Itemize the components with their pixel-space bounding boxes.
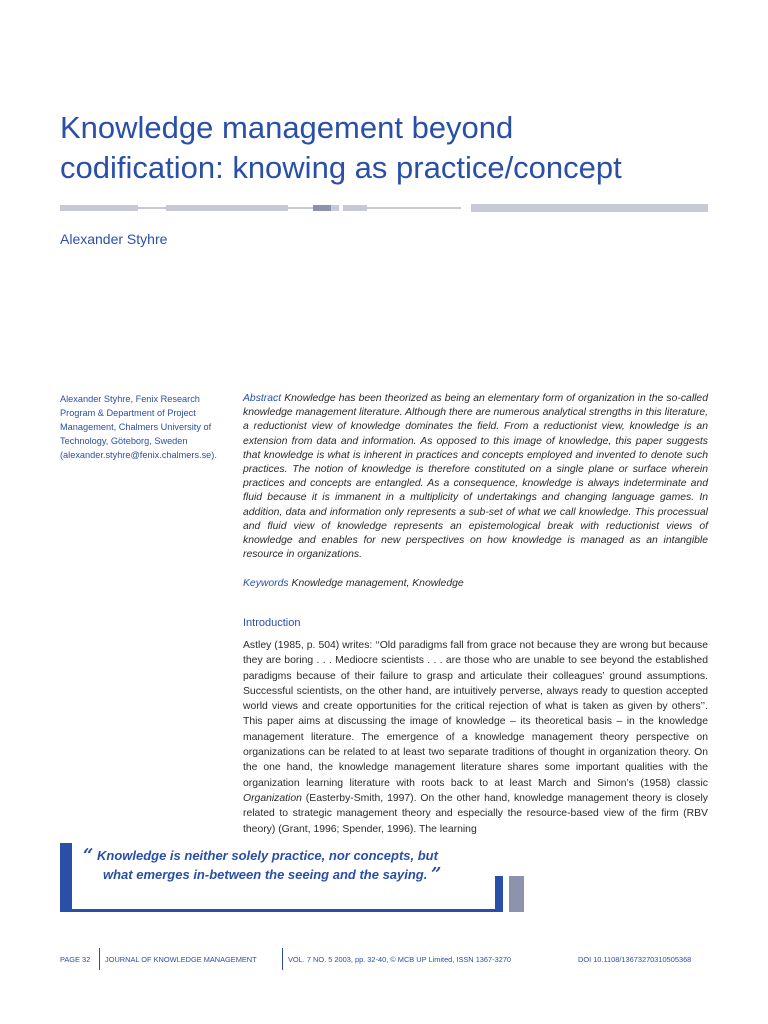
title-line-1: Knowledge management beyond <box>60 110 514 145</box>
pull-quote-accent-block <box>509 876 524 912</box>
pull-quote-line-2: what emerges in-between the seeing and the saying. ” <box>103 864 442 885</box>
abstract <box>243 392 708 562</box>
footer-volume-info: VOL. 7 NO. 5 2003, pp. 32-40, © MCB UP Limited, ISSN 1367-3270 <box>288 955 512 964</box>
introduction-body <box>243 638 708 837</box>
close-quote-mark: ” <box>430 864 442 885</box>
abstract-text: Knowledge has been theorized as being an elementary form of organization in the so-called knowledge management literature. Although there are numerous analytical strengths in this literature, a reductionist view of knowledge dominates the field. From a reductionist view, knowledge is an extension from data and information. As opposed to this image of knowledge, this paper suggests that knowledge is what is inherent in practices and concepts employed and invented to denote such practices. The notion of knowledge is therefore constituted on a single plane or surface wherein practices and concepts are entangled. As a consequence, knowledge is always indeterminate and fluid because it is immanent in a multiplicity of undertakings and changing language games. In addition, data and information only represents a sub-set of what we call knowledge. This processual and fluid view of knowledge represents an epistemological break with reductionist views of knowledge and enables for new perspectives on how knowledge is managed as an intangible resource in organizations. <box>243 393 708 561</box>
footer-doi: DOI 10.1108/13673270310505368 <box>578 955 692 964</box>
footer-divider <box>99 948 100 970</box>
keywords-label: Keywords <box>243 578 289 589</box>
open-quote-mark: “ <box>83 845 94 866</box>
section-heading-introduction: Introduction <box>243 617 301 629</box>
keywords-text: Knowledge management, Knowledge <box>291 578 464 589</box>
footer-page-number: PAGE 32 <box>60 955 91 964</box>
page-footer <box>60 948 710 970</box>
author-affiliation: Alexander Styhre, Fenix Research Program & Department of Project Management, Chalmers University of Technology, Göteborg, Sweden (alexander.styhre@fenix.chalmers.se). <box>60 394 217 460</box>
title-line-2: codification: knowing as practice/concept <box>60 150 622 185</box>
intro-text-2: (Easterby-Smith, 1997). On the other hand, knowledge management theory is closely related to strategic management theory and especially the resource-based view of the firm (RBV theory) (Grant, 1996; Spender, 1996). The learning <box>243 792 708 835</box>
pull-quote-line-1: “ Knowledge is neither solely practice, nor concepts, but <box>83 845 438 866</box>
pull-quote <box>83 846 503 884</box>
author-name: Alexander Styhre <box>60 231 168 247</box>
footer-divider <box>282 948 283 970</box>
keywords <box>243 578 464 589</box>
abstract-label: Abstract <box>243 393 282 404</box>
intro-italic-organization: Organization <box>243 792 302 804</box>
article-title <box>60 108 720 188</box>
footer-journal-name: JOURNAL OF KNOWLEDGE MANAGEMENT <box>105 955 257 964</box>
intro-text-1: Astley (1985, p. 504) writes: ‘‘Old paradigms fall from grace not because they are wrong but because they are boring . . . Mediocre scientists . . . are those who are unable to see beyond the established paradigms because of their failure to grasp and articulate their colleagues’ ground assumptions. Successful scientists, on the other hand, are intuitively perverse, always ready to question accepted world views and create opportunities for the critical rejection of what is taken as given by others’’. This paper aims at discussing the image of knowledge – its theoretical basis – in the knowledge management literature. The emergence of a knowledge management theory perspective on organizations can be related to at least two separate traditions of thought in organization theory. On the one hand, the knowledge management literature shares some important qualities with the organization learning literature with roots back to at least March and Simon’s (1958) classic <box>243 640 708 789</box>
